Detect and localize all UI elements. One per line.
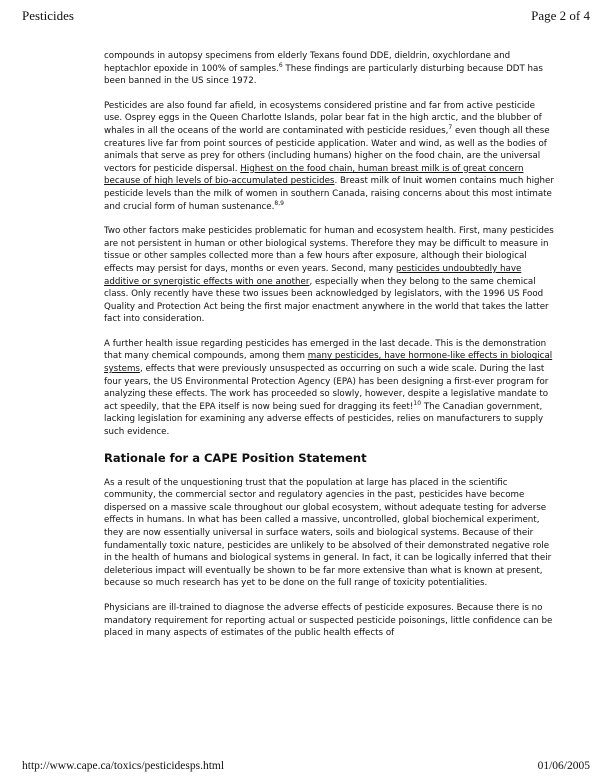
- underlined-text: many pesticides, have hormone-like effects in biological systems: [104, 351, 553, 375]
- paragraph-3: [104, 225, 554, 326]
- paragraph-3-text: Two other factors make pesticides problematic for human and ecosystem health. First, many pesticides are not persistent in human or other biological systems. Therefore they may be difficult to measure in tissue or other samples collected more than a few hours after exposure, although their biological effects may persist for days, months or even years. Second, many: [104, 226, 554, 274]
- paragraph-1: [104, 50, 554, 88]
- page-number: Page 2 of 4: [531, 8, 590, 23]
- paragraph-1-text-2: These findings are particularly disturbing because DDT has been banned in the US since 1972.: [104, 63, 543, 87]
- footer-date: 01/06/2005: [537, 760, 590, 772]
- header-title: Pesticides: [22, 8, 74, 23]
- paragraph-5: As a result of the unquestioning trust that the population at large has placed in the scientific community, the commercial sector and regulatory agencies in the past, pesticides have become dispersed on a massive scale throughout our global ecosystem, without adequate testing for adverse effects in humans. In what has been called a massive, uncontrolled, global biochemical experiment, they are now essentially universal in surface waters, soils and biological systems. Because of their fundamentally toxic nature, pesticides are unlikely to be absolved of their demonstrated negative role in the health of humans and biological systems in general. In fact, it can be logically inferred that their deleterious impact will eventually be shown to be far more extensive than what is known at present, because so much research has yet to be done on the full range of toxicity potentialities.: [104, 477, 552, 589]
- section-heading: Rationale for a CAPE Position Statement: [104, 450, 367, 465]
- paragraph-4-text-3: The Canadian government, lacking legislation for examining any adverse effects of pesticides, relies on manufacturers to supply such evidence.: [104, 401, 544, 438]
- paragraph-3-text-2: , especially when they belong to the same chemical class. Only recently have these two issues been acknowledged by legislators, with the 1996 US Food Quality and Protection Act being the first major enactment anywhere in the world that takes the latter fact into consideration.: [104, 276, 549, 325]
- footer-url: http://www.cape.ca/toxics/pesticidesps.html: [22, 760, 225, 772]
- footnote-ref: 8,9: [274, 199, 284, 207]
- paragraph-2-text-3: . Breast milk of Inuit women contains much higher pesticide levels than the milk of women in southern Canada, raising concerns about this most intimate and crucial form of human sustenance.: [104, 176, 554, 212]
- footnote-ref: 10: [413, 399, 422, 407]
- underlined-text: pesticides undoubtedly have additive or synergistic effects with one another: [104, 263, 522, 287]
- paragraph-4-text-2: , effects that were previously unsuspected as occurring on such a wide scale. During the last four years, the US Environmental Protection Agency (EPA) has been designing a first-ever program for analyzing these effects. The work has proceeded so slowly, however, despite a legislative mandate to act speedily, that the EPA itself is now being sued for dragging its feet!: [104, 364, 549, 412]
- paragraph-4: [104, 338, 554, 439]
- paragraph-2-text-2: even though all these creatures live far from point sources of pesticide application. Water and wind, as well as the bodies of animals that serve as prey for others (including humans) higher on the food chain, are the universal vectors for pesticide dispersal.: [104, 125, 550, 174]
- paragraph-4-text: A further health issue regarding pesticides has emerged in the last decade. This is the demonstration that many chemical compounds, among them: [104, 338, 547, 362]
- paragraph-1-text: compounds in autopsy specimens from elderly Texans found DDE, dieldrin, oxychlordane and heptachlor epoxide in 100% of samples.: [104, 51, 511, 74]
- footnote-ref: 7: [448, 124, 453, 132]
- paragraph-2: [104, 100, 554, 213]
- underlined-text: Highest on the food chain, human breast milk is of great concern because of high levels of bio-accumulated pesticides: [104, 163, 524, 187]
- document-body: [104, 50, 554, 652]
- paragraph-2-text: Pesticides are also found far afield, in ecosystems considered pristine and far from active pesticide use. Osprey eggs in the Queen Charlotte Islands, polar bear fat in the high arctic, and the blubber of whales in all the oceans of the world are contaminated with pesticide residues,: [104, 100, 542, 136]
- footnote-ref: 6: [278, 61, 283, 69]
- paragraph-6: Physicians are ill-trained to diagnose the adverse effects of pesticide exposures. Because there is no mandatory requirement for reporting actual or suspected pesticide poisonings, little confidence can be placed in many aspects of estimates of the public health effects of: [104, 602, 553, 639]
